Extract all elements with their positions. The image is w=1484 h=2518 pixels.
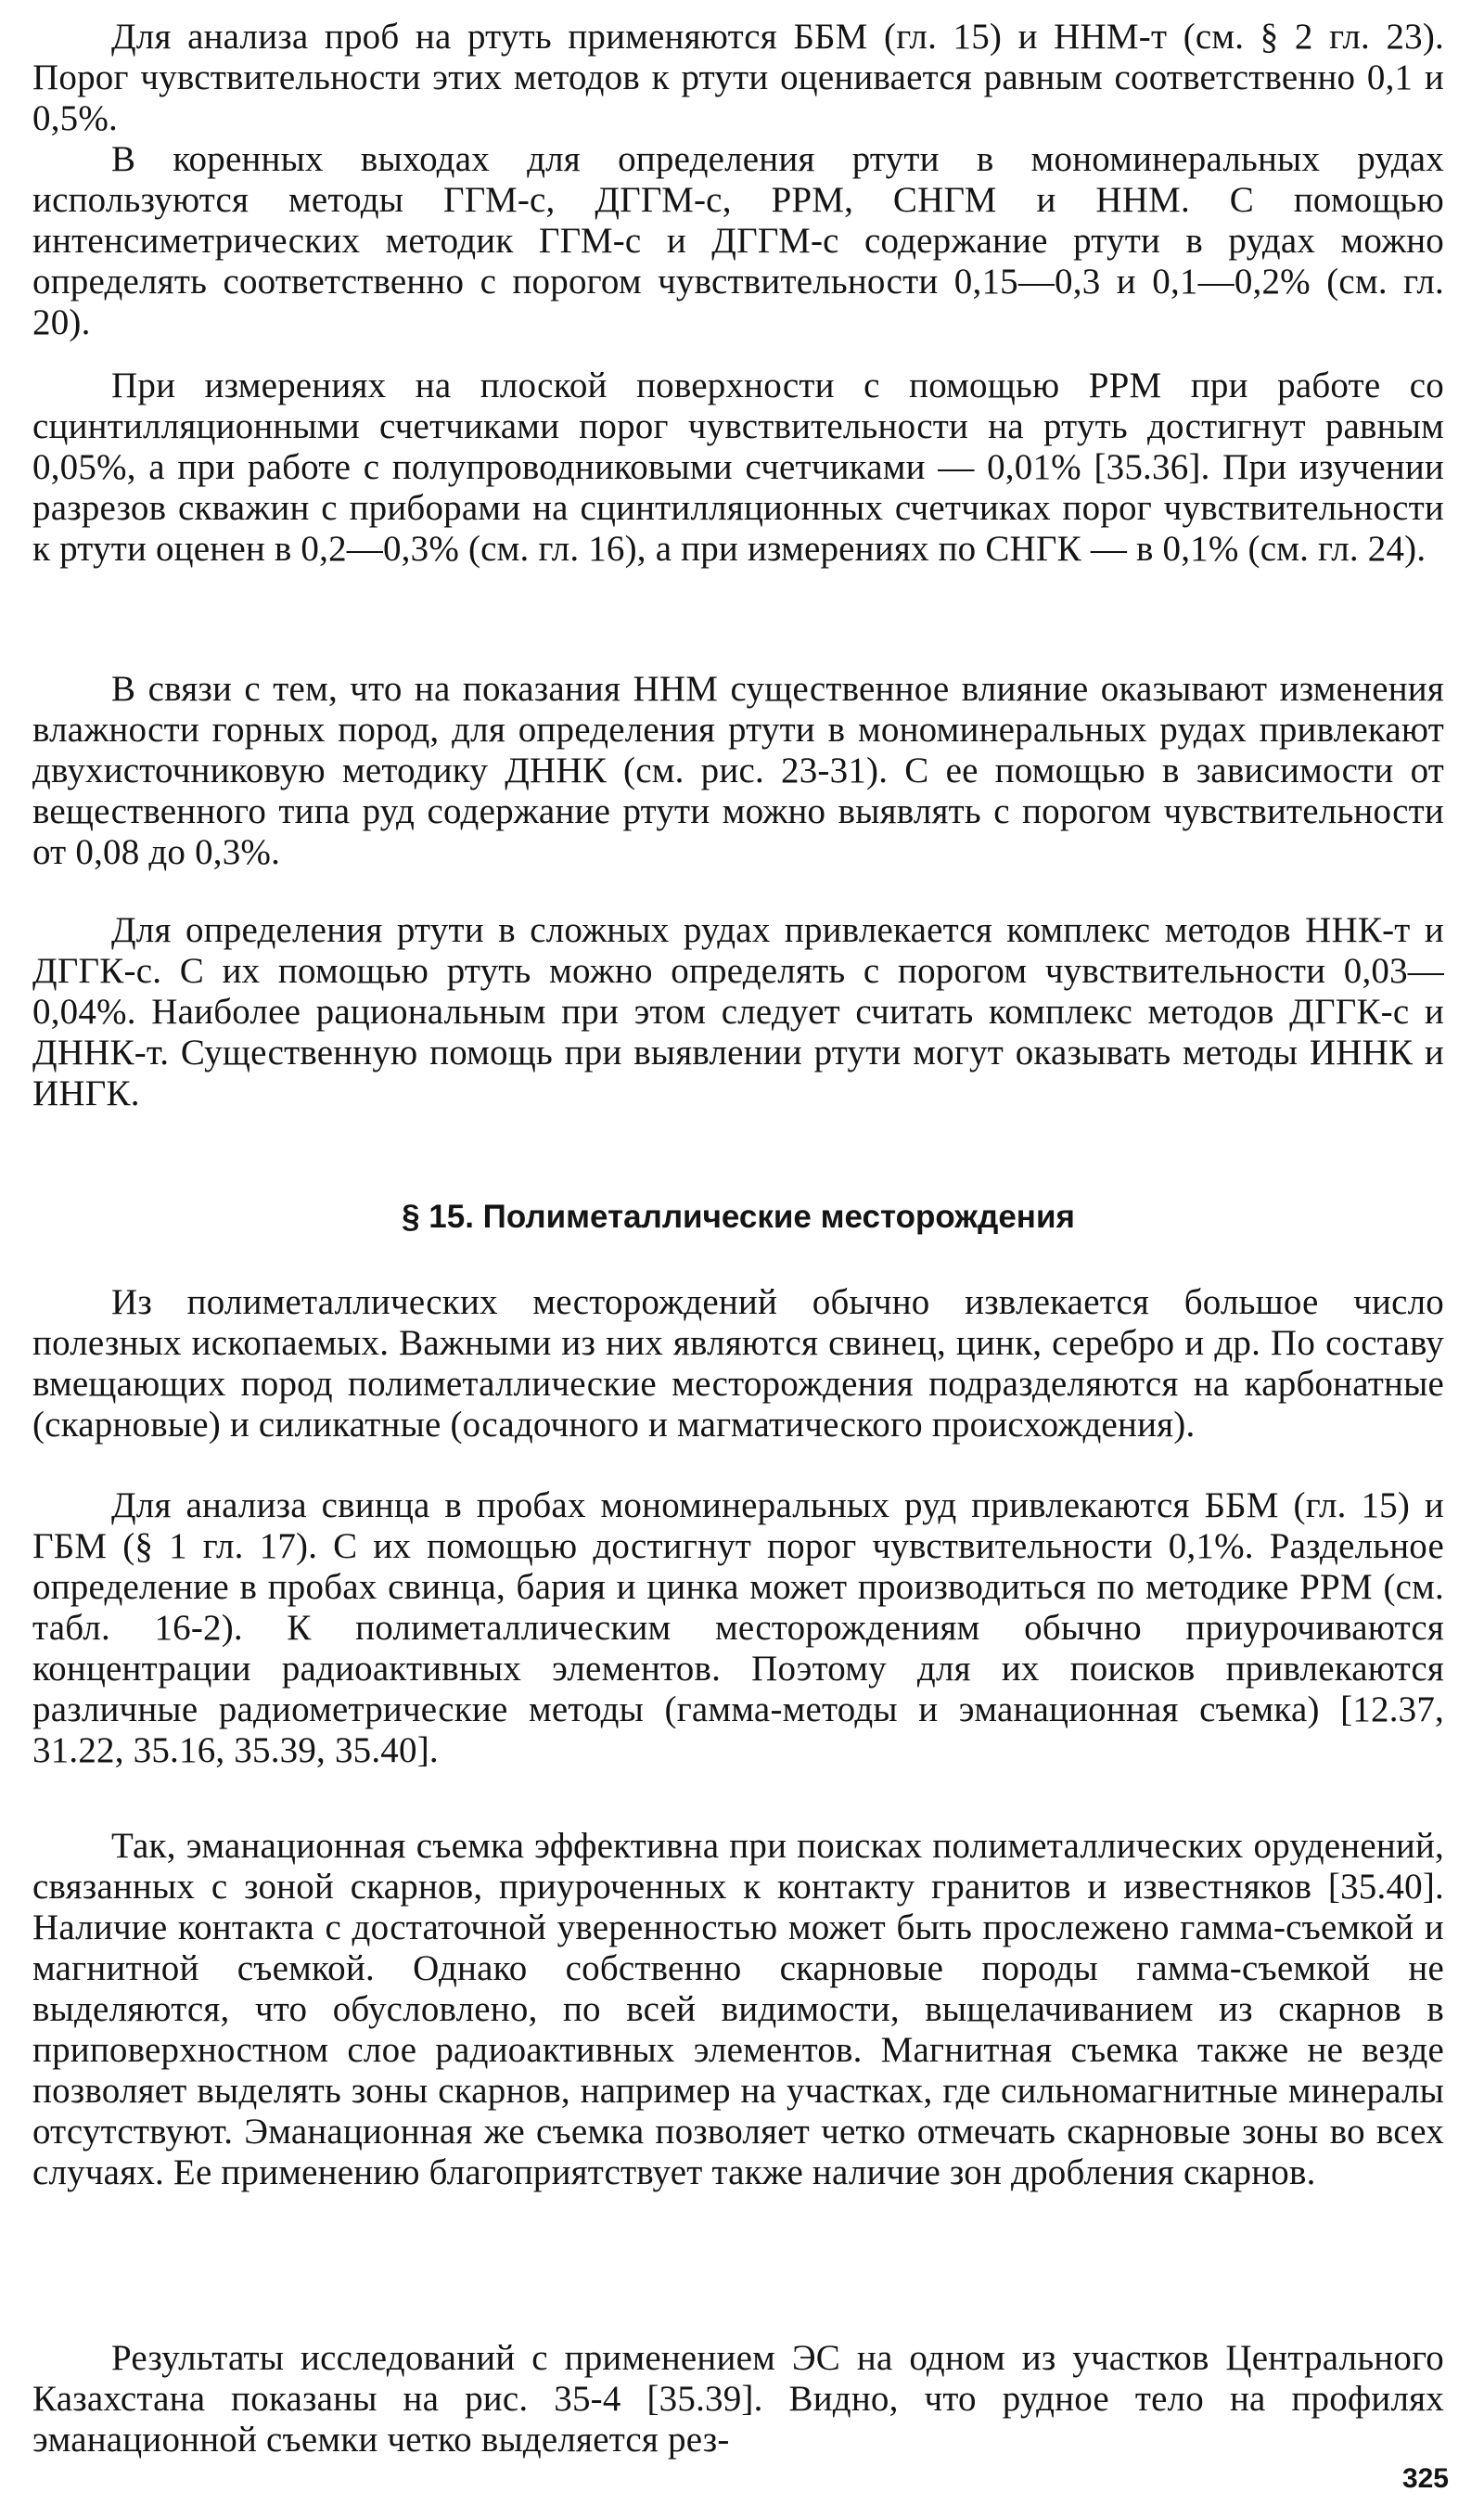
section-heading: § 15. Полиметаллические месторождения [402, 1199, 1075, 1235]
paragraph-mercury-bedrock-methods: В коренных выходах для определения ртути в мономинеральных рудах используются методы ГГМ-с, ДГГМ-с, РРМ, СНГМ и ННМ. С помощью интенсиметрических методик ГГМ-с и ДГГМ-с содержание ртути в рудах можно определять соответственно с порогом чувствительности 0,15—0,3 и 0,1—0,2% (см. гл. 20). [32, 139, 1444, 342]
paragraph-mercury-sample-analysis: Для анализа проб на ртуть применяются ББМ (гл. 15) и ННМ-т (см. § 2 гл. 23). Порог чувствительности этих методов к ртути оценивается равным соответственно 0,1 и 0,5%. [32, 17, 1444, 138]
page-number: 325 [1401, 2463, 1449, 2494]
paragraph-mercury-rrm-measurements: При измерениях на плоской поверхности с помощью РРМ при работе со сцинтилляционными счетчиками порог чувствительности на ртуть достигнут равным 0,05%, а при работе с полупроводниковыми счетчиками — 0,01% [35.36]. При изучении разрезов скважин с приборами на сцинтилляционных счетчиках порог чувствительности к ртути оценен в 0,2—0,3% (см. гл. 16), а при измерениях по СНГК — в 0,1% (см. гл. 24). [32, 366, 1444, 569]
paragraph-mercury-dnnk: В связи с тем, что на показания ННМ существенное влияние оказывают изменения влажности горных пород, для определения ртути в мономинеральных рудах привлекают двухисточниковую методику ДННК (см. рис. 23-31). С ее помощью в зависимости от вещественного типа руд содержание ртути можно выявлять с порогом чувствительности от 0,08 до 0,3%. [32, 669, 1444, 872]
paragraph-kazakhstan-results: Результаты исследований с применением ЭС на одном из участков Центрального Казахстана показаны на рис. 35-4 [35.39]. Видно, что рудное тело на профилях эманационной съемки четко выделяется рез- [32, 2338, 1444, 2460]
paragraph-polymetallic-intro: Из полиметаллических месторождений обычно извлекается большое число полезных ископаемых. Важными из них являются свинец, цинк, серебро и др. По составу вмещающих пород полиметаллические месторождения подразделяются на карбонатные (скарновые) и силикатные (осадочного и магматического происхождения). [32, 1282, 1444, 1445]
paragraph-lead-analysis: Для анализа свинца в пробах мономинеральных руд привлекаются ББМ (гл. 15) и ГБМ (§ 1 гл. 17). С их помощью достигнут порог чувствительности 0,1%. Раздельное определение в пробах свинца, бария и цинка может производиться по методике РРМ (см. табл. 16-2). К полиметаллическим месторождениям обычно приурочиваются концентрации радиоактивных элементов. Поэтому для их поисков привлекаются различные радиометрические методы (гамма-методы и эманационная съемка) [12.37, 31.22, 35.16, 35.39, 35.40]. [32, 1485, 1444, 1770]
paragraph-mercury-complex-ores: Для определения ртути в сложных рудах привлекается комплекс методов ННК-т и ДГГК-с. С их помощью ртуть можно определять с порогом чувствительности 0,03—0,04%. Наиболее рациональным при этом следует считать комплекс методов ДГГК-с и ДННК-т. Существенную помощь при выявлении ртути могут оказывать методы ИННК и ИНГК. [32, 910, 1444, 1113]
paragraph-emanation-survey: Так, эманационная съемка эффективна при поисках полиметаллических оруденений, связанных с зоной скарнов, приуроченных к контакту гранитов и известняков [35.40]. Наличие контакта с достаточной уверенностью может быть прослежено гамма-съемкой и магнитной съемкой. Однако собственно скарновые породы гамма-съемкой не выделяются, что обусловлено, по всей видимости, выщелачиванием из скарнов в приповерхностном слое радиоактивных элементов. Магнитная съемка также не везде позволяет выделять зоны скарнов, например на участках, где сильномагнитные минералы отсутствуют. Эманационная же съемка позволяет четко отмечать скарновые зоны во всех случаях. Ее применению благоприятствует также наличие зон дробления скарнов. [32, 1826, 1444, 2192]
